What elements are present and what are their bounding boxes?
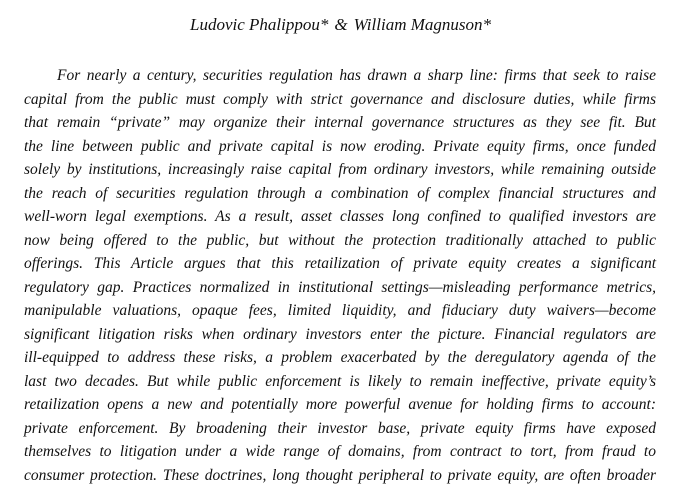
abstract-line: that remain “private” may organize their internal governance structures as they see fit. But bbox=[24, 111, 656, 135]
author-1: Ludovic Phalippou* bbox=[190, 15, 328, 34]
abstract-line: ill-equipped to address these risks, a problem exacerbated by the deregulatory agenda of the bbox=[24, 346, 656, 370]
abstract-line: consumer protection. These doctrines, long thought peripheral to private equity, are often broader bbox=[24, 464, 656, 487]
abstract-line: regulatory gap. Practices normalized in institutional settings—misleading performance metrics, bbox=[24, 276, 656, 300]
author-line bbox=[0, 13, 681, 37]
abstract-line: retailization opens a new and potentially more powerful avenue for holding firms to account: bbox=[24, 393, 656, 417]
abstract-line: themselves to litigation under a wide range of domains, from contract to tort, from fraud to bbox=[24, 440, 656, 464]
abstract-paragraph bbox=[24, 64, 656, 487]
author-2: William Magnuson* bbox=[354, 15, 491, 34]
abstract-line: last two decades. But while public enforcement is likely to remain ineffective, private equity’s bbox=[24, 370, 656, 394]
abstract-line: now being offered to the public, but without the protection traditionally attached to public bbox=[24, 229, 656, 253]
abstract-line: the reach of securities regulation through a combination of complex financial structures and bbox=[24, 182, 656, 206]
author-separator: & bbox=[334, 15, 347, 34]
abstract-line: For nearly a century, securities regulation has drawn a sharp line: firms that seek to raise bbox=[24, 64, 656, 88]
abstract-line: well-worn legal exemptions. As a result, asset classes long confined to qualified investors are bbox=[24, 205, 656, 229]
abstract-line: capital from the public must comply with strict governance and disclosure duties, while firms bbox=[24, 88, 656, 112]
abstract-line: manipulable valuations, opaque fees, limited liquidity, and fiduciary duty waivers—become bbox=[24, 299, 656, 323]
abstract-line: private enforcement. By broadening their investor base, private equity firms have exposed bbox=[24, 417, 656, 441]
abstract-line: solely by institutions, increasingly raise capital from ordinary investors, while remaining outside bbox=[24, 158, 656, 182]
abstract-line: the line between public and private capital is now eroding. Private equity firms, once funded bbox=[24, 135, 656, 159]
abstract-line: significant litigation risks when ordinary investors enter the picture. Financial regulators are bbox=[24, 323, 656, 347]
abstract-line: offerings. This Article argues that this retailization of private equity creates a significant bbox=[24, 252, 656, 276]
